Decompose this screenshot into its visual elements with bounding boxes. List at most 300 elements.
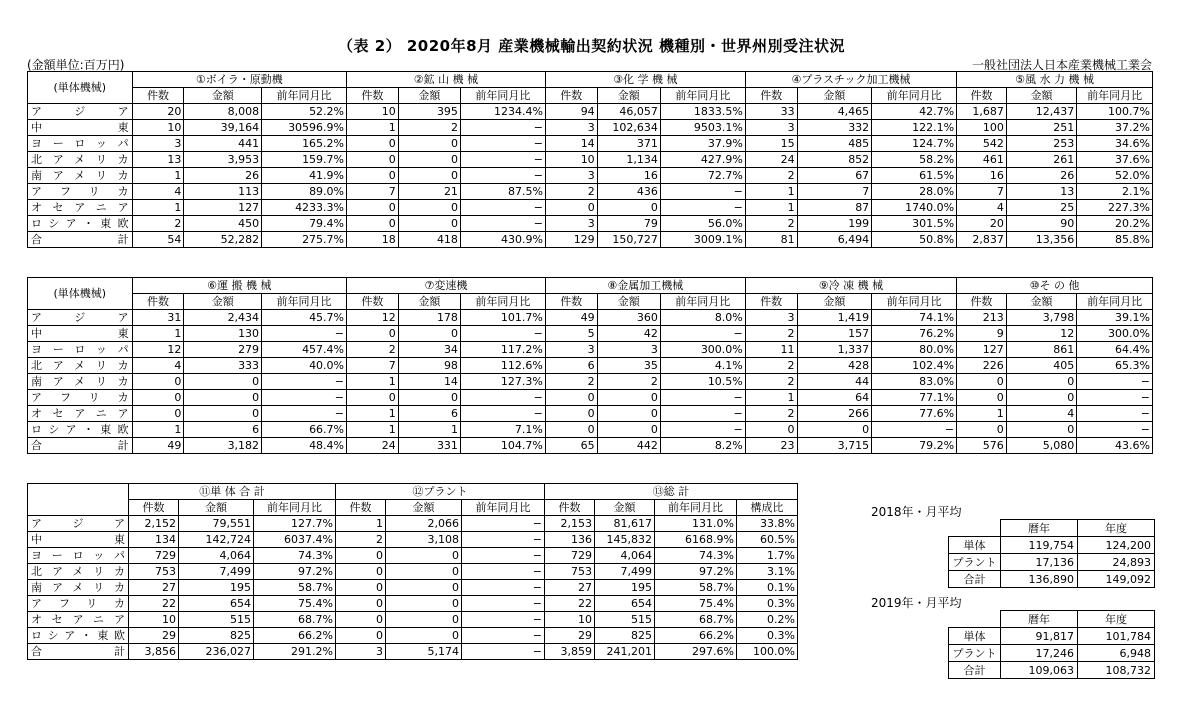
value-cell: 418 — [398, 232, 460, 248]
value-cell: 8,008 — [184, 104, 262, 120]
table-row — [28, 120, 1153, 136]
average-value: 101,784 — [1078, 628, 1155, 645]
value-cell: 1,687 — [957, 104, 1007, 120]
value-cell: 16 — [597, 168, 660, 184]
sub-header-row — [28, 88, 1153, 104]
value-cell: 4233.3% — [262, 200, 347, 216]
value-cell: 0 — [398, 390, 460, 406]
sub-header-count: 件数 — [132, 88, 184, 104]
value-cell: 136 — [545, 532, 595, 548]
total-row — [28, 644, 798, 660]
value-cell: 44 — [797, 374, 872, 390]
value-cell: 3 — [597, 342, 660, 358]
average-header: 暦年 — [1001, 611, 1078, 628]
value-cell: 145,832 — [595, 532, 655, 548]
value-cell: 7,499 — [179, 564, 254, 580]
value-cell: 2 — [398, 120, 460, 136]
value-cell: 0 — [386, 596, 462, 612]
sub-header-row — [28, 500, 798, 516]
value-cell: 1,337 — [797, 342, 872, 358]
value-cell: 542 — [957, 136, 1007, 152]
value-cell: 3,715 — [797, 438, 872, 454]
value-cell: 2 — [347, 342, 399, 358]
region-label: ヨーロッパ — [28, 548, 129, 564]
value-cell: 159.7% — [262, 152, 347, 168]
value-cell: 75.4% — [254, 596, 336, 612]
average-2018-title: 2018年・月平均 — [871, 505, 962, 519]
value-cell: 20.2% — [1077, 216, 1153, 232]
region-label: 北アメリカ — [28, 358, 133, 374]
value-cell: 2 — [745, 406, 797, 422]
value-cell: 113 — [184, 184, 262, 200]
value-cell: − — [262, 390, 347, 406]
value-cell: 131.0% — [655, 516, 737, 532]
value-cell: 34.6% — [1077, 136, 1153, 152]
sub-header-count: 件数 — [745, 88, 797, 104]
value-cell: − — [660, 390, 745, 406]
sub-header-amount: 金額 — [1006, 294, 1076, 310]
value-cell: 97.2% — [655, 564, 737, 580]
table-row — [28, 152, 1153, 168]
value-cell: 21 — [398, 184, 460, 200]
value-cell: 4,064 — [179, 548, 254, 564]
table-row — [28, 342, 1153, 358]
value-cell: 3 — [745, 120, 797, 136]
value-cell: 485 — [797, 136, 872, 152]
value-cell: 753 — [129, 564, 179, 580]
value-cell: 3,856 — [129, 644, 179, 660]
value-cell: − — [462, 564, 545, 580]
value-cell: 29 — [545, 628, 595, 644]
value-cell: 0 — [597, 390, 660, 406]
value-cell: 27 — [129, 580, 179, 596]
value-cell: − — [460, 326, 545, 342]
sub-header-count: 件数 — [347, 88, 399, 104]
blank-cell — [949, 611, 1001, 628]
average-row-label: 合計 — [949, 662, 1001, 679]
value-cell: 98 — [398, 358, 460, 374]
value-cell: 266 — [797, 406, 872, 422]
sub-header-amount: 金額 — [1006, 88, 1076, 104]
value-cell: 11 — [745, 342, 797, 358]
average-row — [949, 537, 1155, 554]
value-cell: − — [660, 200, 745, 216]
value-cell: 0 — [398, 200, 460, 216]
value-cell: 27 — [545, 580, 595, 596]
average-row-label: 単体 — [949, 628, 1001, 645]
value-cell: 729 — [545, 548, 595, 564]
value-cell: − — [460, 120, 545, 136]
group-header: ②鉱 山 機 械 — [347, 72, 546, 88]
value-cell: 576 — [957, 438, 1007, 454]
value-cell: 4 — [1006, 406, 1076, 422]
value-cell: 6037.4% — [254, 532, 336, 548]
value-cell: 2,837 — [957, 232, 1007, 248]
value-cell: 2 — [597, 374, 660, 390]
group-header: ⑫プラント — [336, 484, 545, 500]
table-row — [28, 216, 1153, 232]
sub-header-count: 件数 — [336, 500, 386, 516]
value-cell: 66.7% — [262, 422, 347, 438]
value-cell: 104.7% — [460, 438, 545, 454]
value-cell: 10 — [347, 104, 399, 120]
table-row — [28, 104, 1153, 120]
table-row — [28, 564, 798, 580]
value-cell: 0 — [347, 326, 399, 342]
region-label: ヨーロッパ — [28, 342, 133, 358]
value-cell: − — [462, 612, 545, 628]
value-cell: 117.2% — [460, 342, 545, 358]
sub-header-row — [28, 294, 1153, 310]
table-row — [28, 390, 1153, 406]
value-cell: 0 — [398, 152, 460, 168]
region-label: オセアニア — [28, 200, 133, 216]
table-row — [28, 184, 1153, 200]
value-cell: 52,282 — [184, 232, 262, 248]
value-cell: 0 — [597, 406, 660, 422]
value-cell: − — [462, 548, 545, 564]
value-cell: 12,437 — [1006, 104, 1076, 120]
value-cell: 1,134 — [597, 152, 660, 168]
value-cell: 79.2% — [872, 438, 957, 454]
value-cell: 39,164 — [184, 120, 262, 136]
corner-label: (単体機械) — [28, 278, 133, 310]
value-cell: 0 — [386, 564, 462, 580]
value-cell: 134 — [129, 532, 179, 548]
region-label: ア ジ ア — [28, 104, 133, 120]
value-cell: 6,494 — [797, 232, 872, 248]
value-cell: 0 — [957, 374, 1007, 390]
value-cell: 101.7% — [460, 310, 545, 326]
group-header: ④プラスチック加工機械 — [745, 72, 956, 88]
region-label: 合 計 — [28, 438, 133, 454]
value-cell: − — [460, 168, 545, 184]
sub-header-amount: 金額 — [184, 294, 262, 310]
value-cell: 461 — [957, 152, 1007, 168]
value-cell: 24 — [347, 438, 399, 454]
average-2018-table — [948, 519, 1155, 588]
value-cell: 10 — [132, 120, 184, 136]
value-cell: 37.2% — [1077, 120, 1153, 136]
value-cell: 58.7% — [254, 580, 336, 596]
group-header: ⑬総 計 — [545, 484, 798, 500]
value-cell: 85.8% — [1077, 232, 1153, 248]
value-cell: − — [1077, 406, 1153, 422]
value-cell: 102.4% — [872, 358, 957, 374]
value-cell: 236,027 — [179, 644, 254, 660]
value-cell: 0.3% — [737, 596, 798, 612]
value-cell: 0 — [336, 564, 386, 580]
value-cell: 861 — [1006, 342, 1076, 358]
value-cell: 213 — [957, 310, 1007, 326]
average-value: 17,246 — [1001, 645, 1078, 662]
average-2019-table — [948, 610, 1155, 679]
average-header: 年度 — [1078, 520, 1155, 537]
value-cell: 1 — [347, 422, 399, 438]
value-cell: 64.4% — [1077, 342, 1153, 358]
value-cell: 1 — [132, 326, 184, 342]
value-cell: 26 — [1006, 168, 1076, 184]
value-cell: 4,465 — [797, 104, 872, 120]
value-cell: 24 — [745, 152, 797, 168]
value-cell: 54 — [132, 232, 184, 248]
value-cell: 4 — [957, 200, 1007, 216]
value-cell: 165.2% — [262, 136, 347, 152]
value-cell: 31 — [132, 310, 184, 326]
value-cell: 80.0% — [872, 342, 957, 358]
value-cell: 0 — [336, 548, 386, 564]
value-cell: − — [1077, 374, 1153, 390]
average-header-row — [949, 520, 1155, 537]
value-cell: 9503.1% — [660, 120, 745, 136]
value-cell: 35 — [597, 358, 660, 374]
value-cell: 100 — [957, 120, 1007, 136]
blank-cell — [949, 520, 1001, 537]
value-cell: 1 — [132, 200, 184, 216]
region-label: 南アメリカ — [28, 580, 129, 596]
value-cell: 65 — [545, 438, 597, 454]
region-label: 北アメリカ — [28, 152, 133, 168]
value-cell: 253 — [1006, 136, 1076, 152]
value-cell: 0 — [184, 390, 262, 406]
table-row — [28, 596, 798, 612]
value-cell: 3,953 — [184, 152, 262, 168]
value-cell: 0.1% — [737, 580, 798, 596]
value-cell: 42.7% — [872, 104, 957, 120]
value-cell: 261 — [1006, 152, 1076, 168]
region-label: 南アメリカ — [28, 168, 133, 184]
value-cell: 68.7% — [655, 612, 737, 628]
group-header: ⑧金属加工機械 — [545, 278, 745, 294]
region-label: アフリカ — [28, 390, 133, 406]
value-cell: 1 — [745, 390, 797, 406]
value-cell: 360 — [597, 310, 660, 326]
value-cell: 157 — [797, 326, 872, 342]
value-cell: 0 — [597, 422, 660, 438]
group-header-row — [28, 72, 1153, 88]
value-cell: 150,727 — [597, 232, 660, 248]
value-cell: 427.9% — [660, 152, 745, 168]
value-cell: − — [660, 326, 745, 342]
value-cell: 50.8% — [872, 232, 957, 248]
sub-header-yoy: 前年同月比 — [655, 500, 737, 516]
table-row — [28, 532, 798, 548]
value-cell: 1 — [398, 422, 460, 438]
value-cell: 2,066 — [386, 516, 462, 532]
value-cell: 0 — [398, 168, 460, 184]
region-label: 合 計 — [28, 232, 133, 248]
value-cell: 2.1% — [1077, 184, 1153, 200]
value-cell: 457.4% — [262, 342, 347, 358]
value-cell: 1740.0% — [872, 200, 957, 216]
value-cell: 0 — [545, 422, 597, 438]
sub-header-count: 件数 — [545, 88, 597, 104]
value-cell: 0 — [398, 136, 460, 152]
value-cell: 1833.5% — [660, 104, 745, 120]
region-label: ア ジ ア — [28, 516, 129, 532]
value-cell: 12 — [347, 310, 399, 326]
value-cell: 122.1% — [872, 120, 957, 136]
value-cell: 42 — [597, 326, 660, 342]
value-cell: 0 — [336, 628, 386, 644]
value-cell: 436 — [597, 184, 660, 200]
average-value: 149,092 — [1078, 571, 1155, 588]
value-cell: 68.7% — [254, 612, 336, 628]
value-cell: 2 — [545, 184, 597, 200]
total-row — [28, 232, 1153, 248]
sub-header-count: 件数 — [132, 294, 184, 310]
value-cell: 3,108 — [386, 532, 462, 548]
group-header: ⑦変速機 — [347, 278, 546, 294]
value-cell: 72.7% — [660, 168, 745, 184]
value-cell: 0 — [797, 422, 872, 438]
value-cell: 0 — [386, 580, 462, 596]
value-cell: 3 — [545, 120, 597, 136]
value-cell: 89.0% — [262, 184, 347, 200]
value-cell: 2 — [745, 168, 797, 184]
value-cell: 97.2% — [254, 564, 336, 580]
sub-header-yoy: 前年同月比 — [262, 294, 347, 310]
value-cell: 0 — [347, 390, 399, 406]
value-cell: 67 — [797, 168, 872, 184]
average-header-row — [949, 611, 1155, 628]
organization-label: 一般社団法人日本産業機械工業会 — [971, 58, 1152, 72]
value-cell: 87.5% — [460, 184, 545, 200]
value-cell: 195 — [595, 580, 655, 596]
region-label: ロシア・東欧 — [28, 422, 133, 438]
sub-header-yoy: 前年同月比 — [1077, 294, 1153, 310]
value-cell: 3,859 — [545, 644, 595, 660]
value-cell: 43.6% — [1077, 438, 1153, 454]
group-header: ⑪単 体 合 計 — [129, 484, 336, 500]
value-cell: 1 — [745, 200, 797, 216]
group-header: ⑩そ の 他 — [957, 278, 1153, 294]
value-cell: 22 — [545, 596, 595, 612]
value-cell: 127 — [957, 342, 1007, 358]
value-cell: 0 — [386, 548, 462, 564]
value-cell: 0 — [957, 390, 1007, 406]
value-cell: 2 — [336, 532, 386, 548]
value-cell: 430.9% — [460, 232, 545, 248]
value-cell: 3 — [545, 168, 597, 184]
sub-header-count: 件数 — [545, 294, 597, 310]
value-cell: 3 — [745, 310, 797, 326]
value-cell: 26 — [184, 168, 262, 184]
value-cell: 60.5% — [737, 532, 798, 548]
value-cell: 825 — [595, 628, 655, 644]
value-cell: 39.1% — [1077, 310, 1153, 326]
group-header-row — [28, 278, 1153, 294]
value-cell: 1 — [347, 374, 399, 390]
sub-header-yoy: 前年同月比 — [254, 500, 336, 516]
value-cell: 7,499 — [595, 564, 655, 580]
table-row — [28, 200, 1153, 216]
average-value: 124,200 — [1078, 537, 1155, 554]
value-cell: 371 — [597, 136, 660, 152]
sub-header-yoy: 前年同月比 — [660, 88, 745, 104]
region-label: ロシア・東欧 — [28, 216, 133, 232]
value-cell: 0 — [957, 422, 1007, 438]
value-cell: − — [660, 406, 745, 422]
region-label: アフリカ — [28, 184, 133, 200]
sub-header-amount: 金額 — [797, 88, 872, 104]
value-cell: 7 — [347, 184, 399, 200]
value-cell: 4 — [132, 358, 184, 374]
sub-header-yoy: 前年同月比 — [872, 88, 957, 104]
value-cell: 441 — [184, 136, 262, 152]
value-cell: 0 — [1006, 422, 1076, 438]
value-cell: 0 — [398, 326, 460, 342]
value-cell: 77.1% — [872, 390, 957, 406]
average-value: 17,136 — [1001, 554, 1078, 571]
value-cell: − — [462, 628, 545, 644]
value-cell: − — [1077, 390, 1153, 406]
value-cell: 14 — [545, 136, 597, 152]
value-cell: 49 — [132, 438, 184, 454]
sub-header-amount: 金額 — [184, 88, 262, 104]
value-cell: 0 — [386, 628, 462, 644]
sub-header-count: 件数 — [957, 294, 1007, 310]
value-cell: 102,634 — [597, 120, 660, 136]
region-label: 中 東 — [28, 120, 133, 136]
value-cell: 16 — [957, 168, 1007, 184]
value-cell: 12 — [1006, 326, 1076, 342]
value-cell: 7.1% — [460, 422, 545, 438]
value-cell: 0 — [545, 200, 597, 216]
average-value: 136,890 — [1001, 571, 1078, 588]
average-header: 年度 — [1078, 611, 1155, 628]
sub-header-yoy: 前年同月比 — [660, 294, 745, 310]
value-cell: 0 — [545, 406, 597, 422]
value-cell: 79,551 — [179, 516, 254, 532]
value-cell: 729 — [129, 548, 179, 564]
group-header: ①ボイラ・原動機 — [132, 72, 346, 88]
value-cell: 90 — [1006, 216, 1076, 232]
value-cell: − — [262, 406, 347, 422]
value-cell: 4.1% — [660, 358, 745, 374]
value-cell: 6168.9% — [655, 532, 737, 548]
region-label: オセアニア — [28, 406, 133, 422]
value-cell: 41.9% — [262, 168, 347, 184]
value-cell: 0 — [132, 406, 184, 422]
average-row-label: 単体 — [949, 537, 1001, 554]
value-cell: 5 — [545, 326, 597, 342]
value-cell: 0 — [347, 152, 399, 168]
value-cell: − — [460, 200, 545, 216]
value-cell: 1 — [132, 168, 184, 184]
value-cell: 0 — [336, 612, 386, 628]
value-cell: 2 — [745, 216, 797, 232]
value-cell: 251 — [1006, 120, 1076, 136]
sub-header-amount: 金額 — [398, 88, 460, 104]
value-cell: 9 — [957, 326, 1007, 342]
value-cell: 2 — [745, 374, 797, 390]
value-cell: 450 — [184, 216, 262, 232]
value-cell: 33 — [745, 104, 797, 120]
value-cell: 2,152 — [129, 516, 179, 532]
value-cell: 0.3% — [737, 628, 798, 644]
table-row — [28, 612, 798, 628]
unit-label: (金額単位:百万円) — [27, 58, 125, 72]
table-row — [28, 374, 1153, 390]
value-cell: 30596.9% — [262, 120, 347, 136]
value-cell: 331 — [398, 438, 460, 454]
value-cell: 37.9% — [660, 136, 745, 152]
value-cell: 58.7% — [655, 580, 737, 596]
table-row — [28, 516, 798, 532]
group-header: ⑨冷 凍 機 械 — [745, 278, 956, 294]
value-cell: − — [460, 152, 545, 168]
